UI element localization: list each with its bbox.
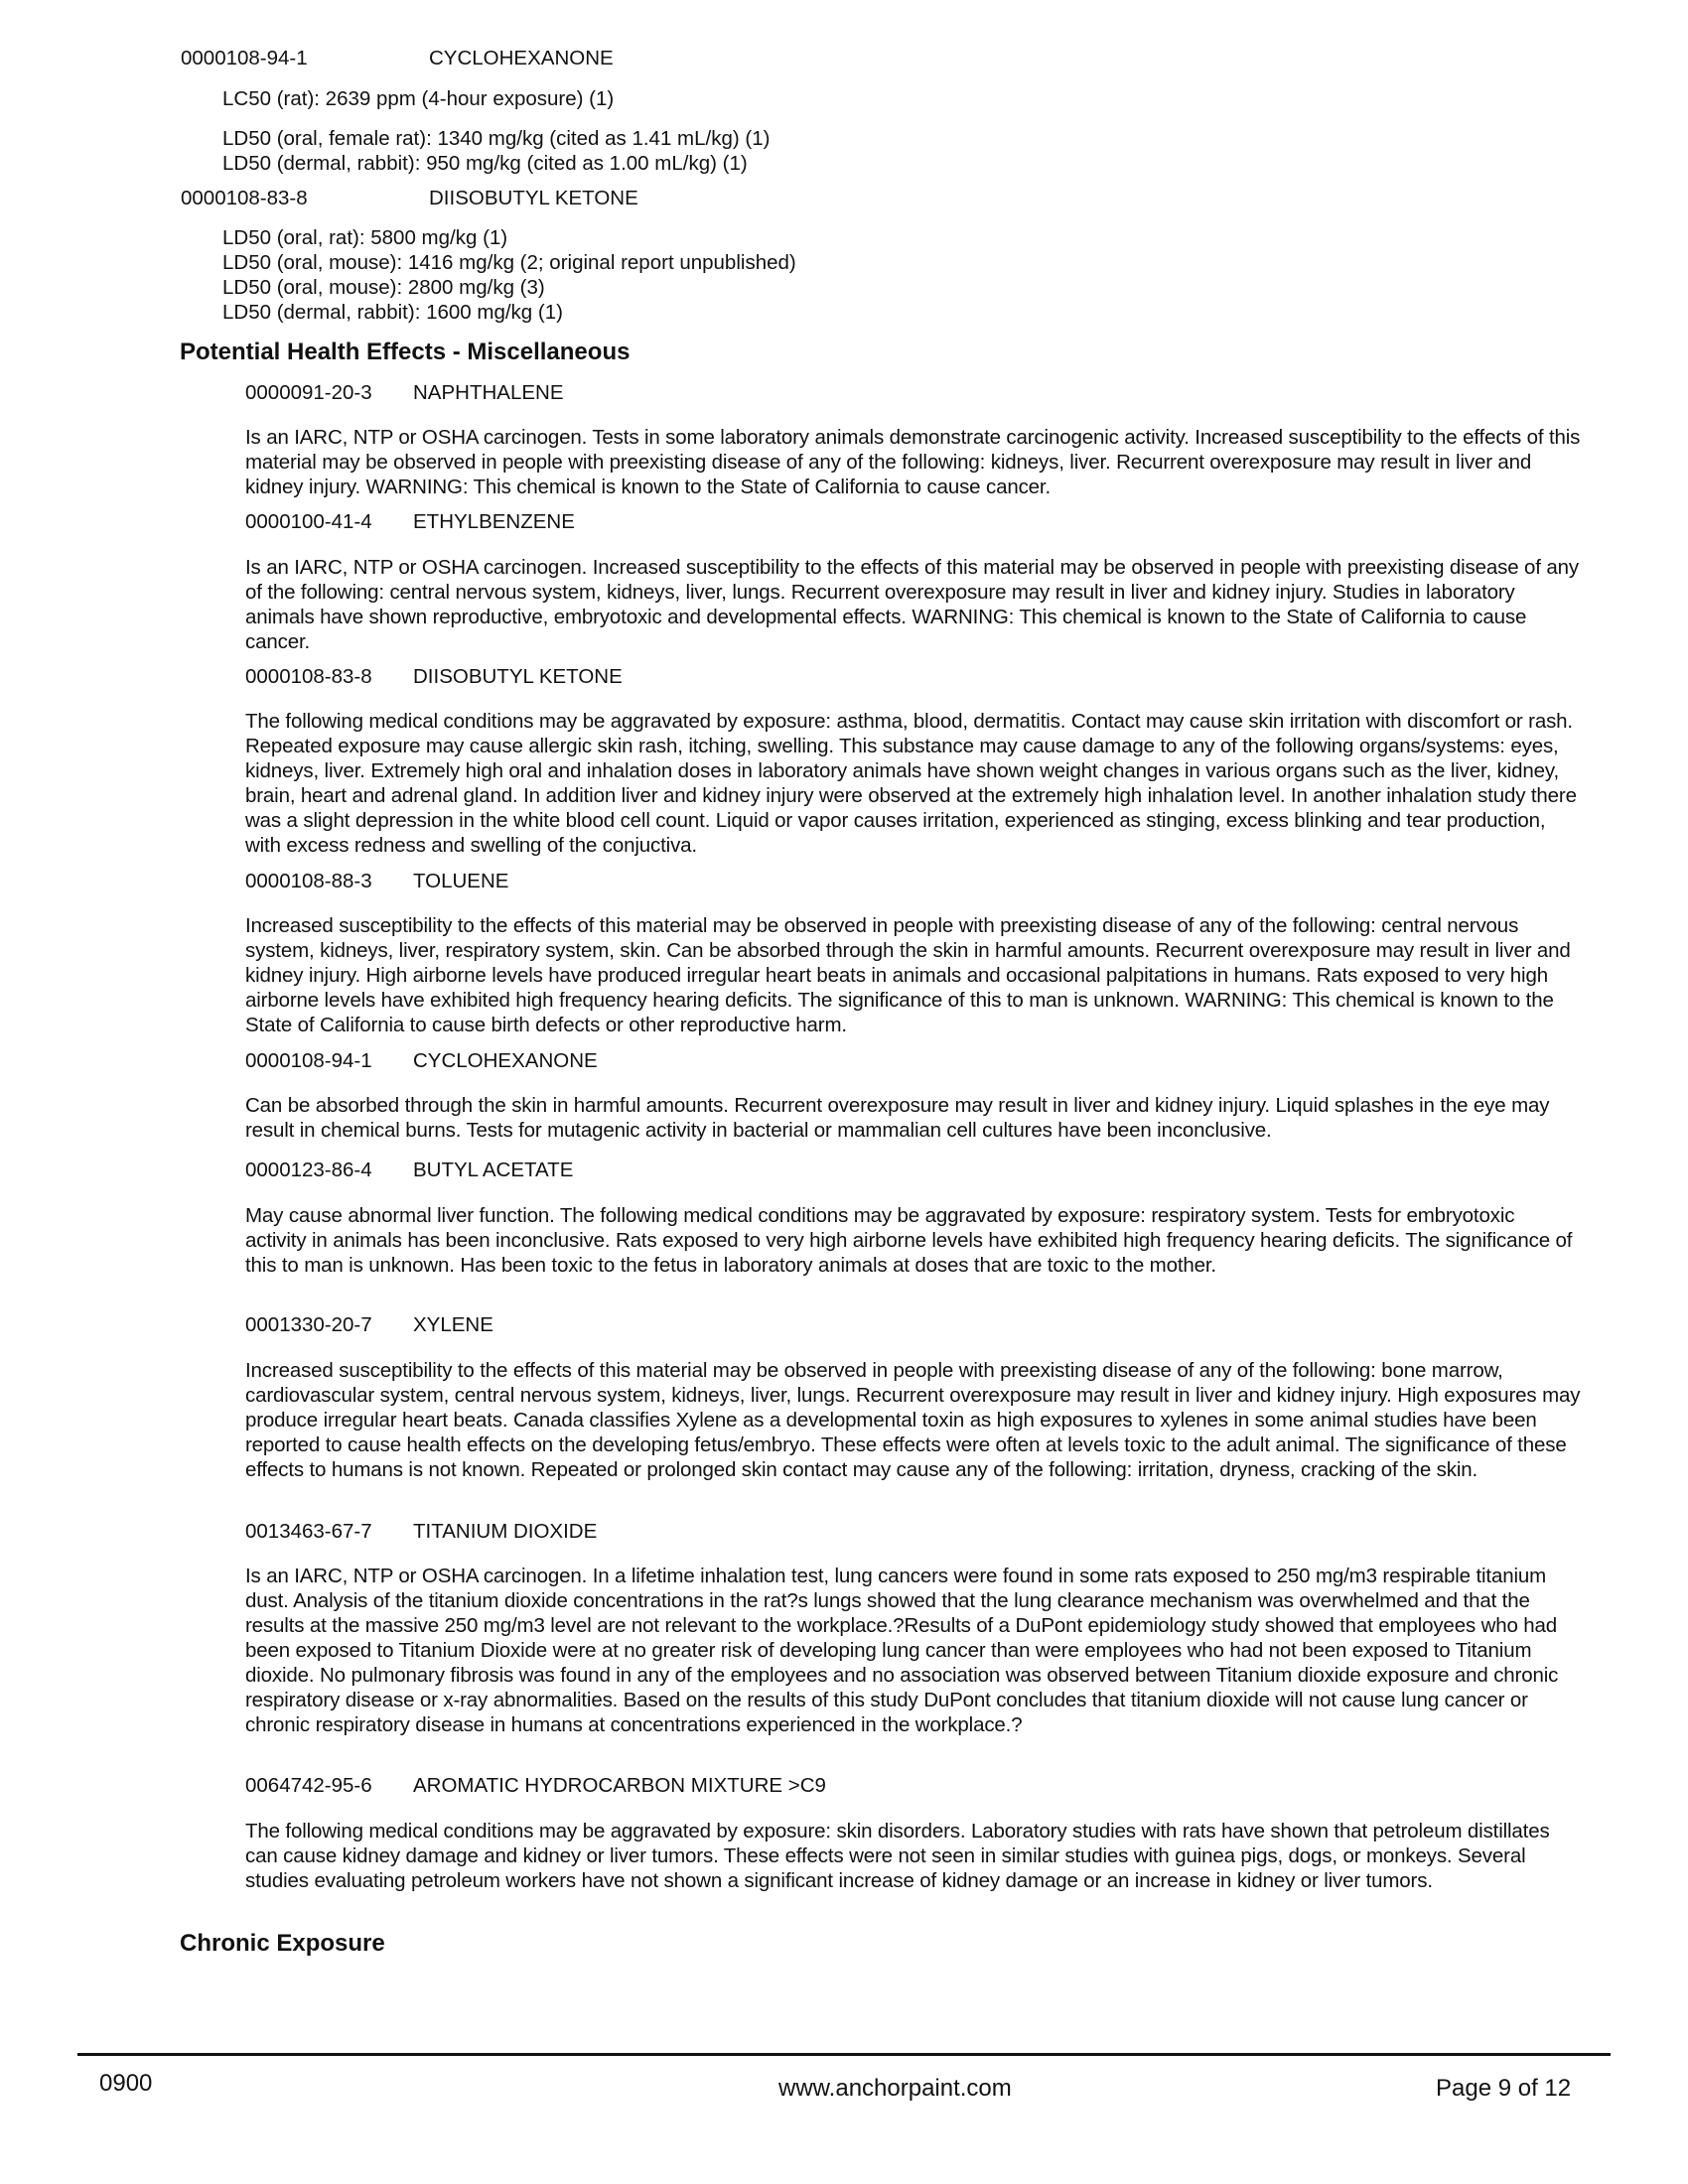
entry-description: Increased susceptibility to the effects of this material may be observed in people with preexisting disease of any of the following: bone marrow, cardiovascular system, central nervous system, kidneys, liver, lungs. Recurrent overexposure may result in liver and kidney injury. High exposures may produce irregular heart beats. Canada classifies Xylene as a developmental toxin as high exposures to xylenes in some animal studies have been reported to cause health effects on the developing fetus/embryo. These effects were often at levels toxic to the adult animal. The significance of these effects to humans is not known. Repeated or prolonged skin contact may cause any of the following: irritation, dryness, cracking of the skin.	[245, 1359, 1581, 1481]
tox-chemical-name: DIISOBUTYL KETONE	[429, 187, 638, 209]
entry-cas-number: 0000108-88-3	[245, 870, 372, 892]
footer-page-number: Page 9 of 12	[1436, 2075, 1572, 2102]
entry-description: Can be absorbed through the skin in harmful amounts. Recurrent overexposure may result in liver and kidney injury. Liquid splashes in the eye may result in chemical burns. Tests for mutagenic activity in bacterial or mammalian cell cultures have been inconclusive.	[245, 1094, 1550, 1142]
entry-description: Is an IARC, NTP or OSHA carcinogen. Increased susceptibility to the effects of this material may be observed in people with preexisting disease of any of the following: central nervous system, kidneys, liver, lungs. Recurrent overexposure may result in liver and kidney injury. Studies in laboratory animals have shown reproductive, embryotoxic and developmental effects. WARNING: This chemical is known to the State of California to cause cancer.	[245, 556, 1579, 653]
entry-cas-number: 0000123-86-4	[245, 1159, 372, 1181]
tox-cas-number: 0000108-83-8	[181, 187, 308, 209]
entry-cas-number: 0064742-95-6	[245, 1774, 372, 1797]
entry-description: The following medical conditions may be aggravated by exposure: asthma, blood, dermatitis. Contact may cause skin irritation with discomfort or rash. Repeated exposure may cause allergic skin rash, itching, swelling. This substance may cause damage to any of the following organs/systems: eyes, kidneys, liver. Extremely high oral and inhalation doses in laboratory animals have shown weight changes in various organs such as the liver, kidney, brain, heart and adrenal gland. In addition liver and kidney injury were observed at the extremely high inhalation level. In another inhalation study there was a slight depression in the white blood cell count. Liquid or vapor causes irritation, experienced as stinging, excess blinking and tear production, with excess redness and swelling of the conjuctiva.	[245, 710, 1577, 857]
entry-cas-number: 0000100-41-4	[245, 510, 372, 533]
tox-value: LC50 (rat): 2639 ppm (4-hour exposure) (1)	[222, 87, 615, 110]
footer-rule	[77, 2053, 1611, 2056]
tox-cas-number: 0000108-94-1	[181, 47, 308, 69]
entry-chemical-name: TITANIUM DIOXIDE	[413, 1520, 598, 1543]
entry-chemical-name: ETHYLBENZENE	[413, 510, 575, 533]
entry-cas-number: 0000091-20-3	[245, 381, 372, 404]
tox-value: LD50 (oral, mouse): 2800 mg/kg (3)	[222, 276, 545, 299]
entry-description: May cause abnormal liver function. The following medical conditions may be aggravated by exposure: respiratory system. Tests for embryotoxic activity in animals has been inconclusive. Rats exposed to very high airborne levels have exhibited high frequency hearing deficits. The significance of this to man is unknown. Has been toxic to the fetus in laboratory animals at doses that are toxic to the mother.	[245, 1204, 1573, 1277]
footer-document-code: 0900	[99, 2070, 153, 2097]
entry-chemical-name: AROMATIC HYDROCARBON MIXTURE >C9	[413, 1774, 826, 1797]
entry-cas-number: 0000108-94-1	[245, 1049, 372, 1072]
entry-chemical-name: CYCLOHEXANONE	[413, 1049, 598, 1072]
tox-value: LD50 (dermal, rabbit): 1600 mg/kg (1)	[222, 301, 563, 324]
section-heading: Potential Health Effects - Miscellaneous	[180, 339, 631, 365]
tox-value: LD50 (oral, mouse): 1416 mg/kg (2; original report unpublished)	[222, 251, 796, 274]
entry-chemical-name: XYLENE	[413, 1313, 493, 1336]
entry-chemical-name: DIISOBUTYL KETONE	[413, 665, 623, 688]
entry-description: Increased susceptibility to the effects of this material may be observed in people with preexisting disease of any of the following: central nervous system, kidneys, liver, respiratory system, skin. Can be absorbed through the skin in harmful amounts. Recurrent overexposure may result in liver and kidney injury. High airborne levels have produced irregular heart beats in animals and occasional palpitations in humans. Rats exposed to very high airborne levels have exhibited high frequency hearing deficits. The significance of this to man is unknown. WARNING: This chemical is known to the State of California to cause birth defects or other reproductive harm.	[245, 914, 1571, 1036]
entry-description: The following medical conditions may be aggravated by exposure: skin disorders. Laboratory studies with rats have shown that petroleum distillates can cause kidney damage and kidney or liver tumors. These effects were not seen in similar studies with guinea pigs, dogs, or monkeys. Several studies evaluating petroleum workers have not shown a significant increase of kidney damage or an increase in kidney or liver tumors.	[245, 1820, 1550, 1892]
entry-chemical-name: BUTYL ACETATE	[413, 1159, 574, 1181]
chronic-exposure-heading: Chronic Exposure	[180, 1930, 385, 1957]
entry-cas-number: 0001330-20-7	[245, 1313, 372, 1336]
tox-value: LD50 (oral, female rat): 1340 mg/kg (cited as 1.41 mL/kg) (1)	[222, 127, 771, 150]
entry-description: Is an IARC, NTP or OSHA carcinogen. In a lifetime inhalation test, lung cancers were found in some rats exposed to 250 mg/m3 respirable titanium dust. Analysis of the titanium dioxide concentrations in the rat?s lungs showed that the lung clearance mechanism was overwhelmed and that the results at the massive 250 mg/m3 level are not relevant to the workplace.?Results of a DuPont epidemiology study showed that employees who had been exposed to Titanium Dioxide were at no greater risk of developing lung cancer than were employees who had not been exposed to Titanium dioxide. No pulmonary fibrosis was found in any of the employees and no association was observed between Titanium dioxide exposure and chronic respiratory disease or x-ray abnormalities. Based on the results of this study DuPont concludes that titanium dioxide will not cause lung cancer or chronic respiratory disease in humans at concentrations experienced in the workplace.?	[245, 1565, 1559, 1736]
tox-chemical-name: CYCLOHEXANONE	[429, 47, 614, 69]
entry-cas-number: 0000108-83-8	[245, 665, 372, 688]
footer-website-link[interactable]: www.anchorpaint.com	[778, 2075, 1012, 2102]
tox-value: LD50 (oral, rat): 5800 mg/kg (1)	[222, 226, 508, 249]
entry-description: Is an IARC, NTP or OSHA carcinogen. Tests in some laboratory animals demonstrate carcinogenic activity. Increased susceptibility to the effects of this material may be observed in people with preexisting disease of any of the following: kidneys, liver. Recurrent overexposure may result in liver and kidney injury. WARNING: This chemical is known to the State of California to cause cancer.	[245, 426, 1581, 498]
tox-value: LD50 (dermal, rabbit): 950 mg/kg (cited as 1.00 mL/kg) (1)	[222, 152, 748, 175]
entry-chemical-name: NAPHTHALENE	[413, 381, 564, 404]
entry-chemical-name: TOLUENE	[413, 870, 509, 892]
entry-cas-number: 0013463-67-7	[245, 1520, 372, 1543]
